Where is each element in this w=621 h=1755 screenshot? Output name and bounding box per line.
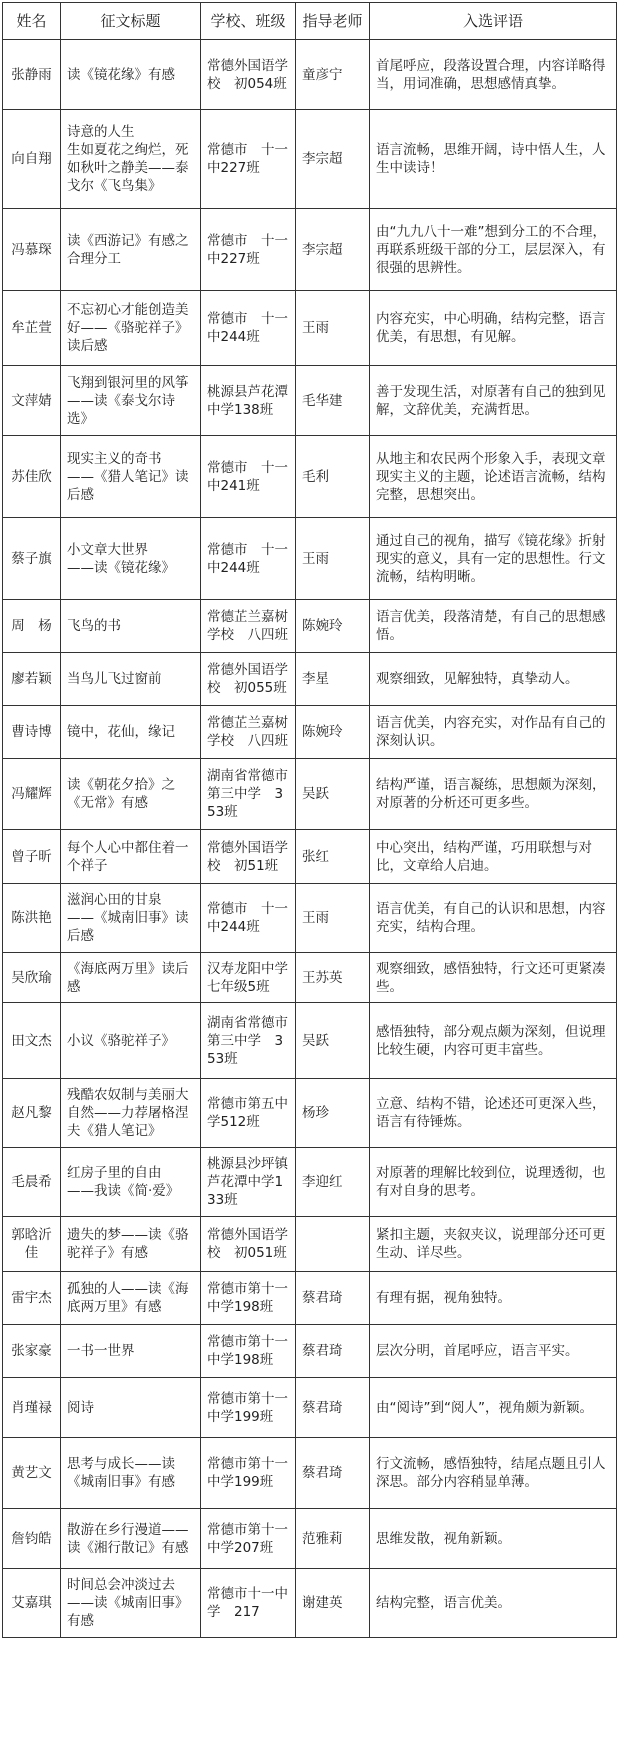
teacher-name: 陈婉玲 (296, 706, 370, 759)
table-row (3, 1378, 617, 1438)
student-name: 周 杨 (3, 600, 61, 653)
teacher-name: 蔡君琦 (296, 1438, 370, 1509)
table-row (3, 1003, 617, 1079)
essay-title: 遗失的梦——读《骆驼祥子》有感 (61, 1217, 201, 1272)
table-row (3, 110, 617, 209)
school-class: 桃源县芦花潭中学138班 (201, 366, 296, 436)
selection-comment: 行文流畅，感悟独特，结尾点题且引人深思。部分内容稍显单薄。 (370, 1438, 617, 1509)
selection-comment: 思维发散，视角新颖。 (370, 1509, 617, 1569)
selection-comment: 观察细致，感悟独特，行文还可更紧凑些。 (370, 953, 617, 1003)
table-row (3, 1325, 617, 1378)
student-name: 田文杰 (3, 1003, 61, 1079)
teacher-name: 李宗超 (296, 110, 370, 209)
essay-title: 滋润心田的甘泉 ——《城南旧事》读后感 (61, 884, 201, 953)
table-row (3, 830, 617, 884)
student-name: 曹诗博 (3, 706, 61, 759)
table-row (3, 40, 617, 110)
essay-title: 飞翔到银河里的风筝——读《泰戈尔诗选》 (61, 366, 201, 436)
selection-comment: 结构严谨，语言凝练，思想颇为深刻，对原著的分析还可更多些。 (370, 759, 617, 830)
teacher-name: 毛华建 (296, 366, 370, 436)
table-row (3, 653, 617, 706)
selection-comment: 观察细致，见解独特，真挚动人。 (370, 653, 617, 706)
school-class: 汉寿龙阳中学七年级5班 (201, 953, 296, 1003)
teacher-name: 吴跃 (296, 1003, 370, 1079)
essay-title: 当鸟儿飞过窗前 (61, 653, 201, 706)
table-row (3, 436, 617, 518)
teacher-name: 吴跃 (296, 759, 370, 830)
selection-comment: 通过自己的视角，描写《镜花缘》折射现实的意义，具有一定的思想性。行文流畅，结构明晰。 (370, 518, 617, 600)
school-class: 常德外国语学校 初51班 (201, 830, 296, 884)
essay-title: 飞鸟的书 (61, 600, 201, 653)
student-name: 冯耀辉 (3, 759, 61, 830)
table-row (3, 600, 617, 653)
table-row (3, 953, 617, 1003)
student-name: 黄艺文 (3, 1438, 61, 1509)
student-name: 牟芷萱 (3, 291, 61, 366)
header-school: 学校、班级 (201, 3, 296, 40)
student-name: 吴欣瑜 (3, 953, 61, 1003)
school-class: 常德市第五中学512班 (201, 1079, 296, 1148)
table-row (3, 1217, 617, 1272)
selection-comment: 立意、结构不错，论述还可更深入些，语言有待锤炼。 (370, 1079, 617, 1148)
student-name: 张家豪 (3, 1325, 61, 1378)
student-name: 毛晨希 (3, 1148, 61, 1217)
selection-comment: 语言优美，有自己的认识和思想，内容充实，结构合理。 (370, 884, 617, 953)
essay-title: 散游在乡行漫道——读《湘行散记》有感 (61, 1509, 201, 1569)
school-class: 常德市第十一中学199班 (201, 1378, 296, 1438)
essay-title: 《海底两万里》读后感 (61, 953, 201, 1003)
teacher-name: 蔡君琦 (296, 1272, 370, 1325)
table-row (3, 1438, 617, 1509)
table-row (3, 759, 617, 830)
essay-title: 思考与成长——读《城南旧事》有感 (61, 1438, 201, 1509)
table-row (3, 518, 617, 600)
essay-title: 读《镜花缘》有感 (61, 40, 201, 110)
student-name: 蔡子旗 (3, 518, 61, 600)
teacher-name: 王苏英 (296, 953, 370, 1003)
teacher-name: 王雨 (296, 884, 370, 953)
school-class: 常德市 十一中244班 (201, 884, 296, 953)
student-name: 郭晗沂佳 (3, 1217, 61, 1272)
selection-comment: 语言优美，段落清楚，有自己的思想感悟。 (370, 600, 617, 653)
selection-comment: 感悟独特，部分观点颇为深刻，但说理比较生硬，内容可更丰富些。 (370, 1003, 617, 1079)
table-row (3, 291, 617, 366)
teacher-name: 王雨 (296, 518, 370, 600)
essay-title: 孤独的人——读《海底两万里》有感 (61, 1272, 201, 1325)
teacher-name: 李宗超 (296, 209, 370, 291)
school-class: 湖南省常德市第三中学 353班 (201, 1003, 296, 1079)
student-name: 雷宇杰 (3, 1272, 61, 1325)
selection-comment: 结构完整，语言优美。 (370, 1569, 617, 1638)
school-class: 常德市第十一中学198班 (201, 1272, 296, 1325)
essay-title: 读《朝花夕拾》之《无常》有感 (61, 759, 201, 830)
selection-comment: 有理有据，视角独特。 (370, 1272, 617, 1325)
selection-comment: 紧扣主题，夹叙夹议，说理部分还可更生动、详尽些。 (370, 1217, 617, 1272)
essay-title: 镜中，花仙，缘记 (61, 706, 201, 759)
teacher-name: 谢建英 (296, 1569, 370, 1638)
table-row (3, 209, 617, 291)
essay-title: 阅诗 (61, 1378, 201, 1438)
essay-title: 小文章大世界 ——读《镜花缘》 (61, 518, 201, 600)
teacher-name: 陈婉玲 (296, 600, 370, 653)
table-row (3, 366, 617, 436)
student-name: 文萍婧 (3, 366, 61, 436)
school-class: 常德市 十一中227班 (201, 209, 296, 291)
student-name: 苏佳欣 (3, 436, 61, 518)
table-row (3, 884, 617, 953)
student-name: 冯慕琛 (3, 209, 61, 291)
selection-comment: 内容充实，中心明确，结构完整，语言优美，有思想，有见解。 (370, 291, 617, 366)
table-row (3, 1509, 617, 1569)
teacher-name: 杨珍 (296, 1079, 370, 1148)
essay-title: 残酷农奴制与美丽大自然——力荐屠格涅夫《猎人笔记》 (61, 1079, 201, 1148)
table-row (3, 1079, 617, 1148)
selection-comment: 由“阅诗”到“阅人”，视角颇为新颖。 (370, 1378, 617, 1438)
teacher-name: 李星 (296, 653, 370, 706)
school-class: 常德市 十一中227班 (201, 110, 296, 209)
header-row (3, 3, 617, 40)
teacher-name: 张红 (296, 830, 370, 884)
essay-title: 小议《骆驼祥子》 (61, 1003, 201, 1079)
table-row (3, 1272, 617, 1325)
selection-comment: 语言优美，内容充实，对作品有自己的深刻认识。 (370, 706, 617, 759)
student-name: 詹钧皓 (3, 1509, 61, 1569)
selection-comment: 中心突出，结构严谨，巧用联想与对比，文章给人启迪。 (370, 830, 617, 884)
selection-comment: 由“九九八十一难”想到分工的不合理，再联系班级干部的分工，层层深入，有很强的思辨性。 (370, 209, 617, 291)
selection-comment: 首尾呼应，段落设置合理，内容详略得当，用词准确，思想感情真挚。 (370, 40, 617, 110)
student-name: 肖瑾禄 (3, 1378, 61, 1438)
student-name: 艾嘉琪 (3, 1569, 61, 1638)
selection-comment: 从地主和农民两个形象入手，表现文章现实主义的主题，论述语言流畅，结构完整，思想突出。 (370, 436, 617, 518)
school-class: 常德市第十一中学198班 (201, 1325, 296, 1378)
school-class: 常德外国语学校 初051班 (201, 1217, 296, 1272)
essay-title: 红房子里的自由 ——我读《简·爱》 (61, 1148, 201, 1217)
school-class: 常德芷兰嘉树学校 八四班 (201, 706, 296, 759)
school-class: 常德市 十一中241班 (201, 436, 296, 518)
student-name: 曾子昕 (3, 830, 61, 884)
school-class: 常德市第十一中学207班 (201, 1509, 296, 1569)
school-class: 常德市十一中学 217 (201, 1569, 296, 1638)
school-class: 常德外国语学校 初054班 (201, 40, 296, 110)
student-name: 赵凡黎 (3, 1079, 61, 1148)
student-name: 廖若颖 (3, 653, 61, 706)
essay-title: 现实主义的奇书 ——《猎人笔记》读后感 (61, 436, 201, 518)
table-row (3, 706, 617, 759)
school-class: 常德市 十一中244班 (201, 518, 296, 600)
teacher-name: 毛利 (296, 436, 370, 518)
student-name: 张静雨 (3, 40, 61, 110)
header-comment: 入选评语 (370, 3, 617, 40)
essay-title: 时间总会冲淡过去——读《城南旧事》有感 (61, 1569, 201, 1638)
award-table (2, 2, 617, 1638)
selection-comment: 善于发现生活，对原著有自己的独到见解，文辞优美，充满哲思。 (370, 366, 617, 436)
essay-title: 一书一世界 (61, 1325, 201, 1378)
award-list-sheet (2, 2, 616, 1638)
selection-comment: 层次分明，首尾呼应，语言平实。 (370, 1325, 617, 1378)
school-class: 常德市 十一中244班 (201, 291, 296, 366)
essay-title: 每个人心中都住着一个祥子 (61, 830, 201, 884)
header-name: 姓名 (3, 3, 61, 40)
header-title: 征文标题 (61, 3, 201, 40)
teacher-name: 范雅莉 (296, 1509, 370, 1569)
table-row (3, 1569, 617, 1638)
school-class: 湖南省常德市第三中学 353班 (201, 759, 296, 830)
teacher-name (296, 1217, 370, 1272)
essay-title: 不忘初心才能创造美好——《骆驼祥子》读后感 (61, 291, 201, 366)
teacher-name: 李迎红 (296, 1148, 370, 1217)
selection-comment: 对原著的理解比较到位，说理透彻，也有对自身的思考。 (370, 1148, 617, 1217)
teacher-name: 蔡君琦 (296, 1325, 370, 1378)
school-class: 常德市第十一中学199班 (201, 1438, 296, 1509)
essay-title: 诗意的人生 生如夏花之绚烂，死如秋叶之静美——泰戈尔《飞鸟集》 (61, 110, 201, 209)
essay-title: 读《西游记》有感之合理分工 (61, 209, 201, 291)
school-class: 常德芷兰嘉树学校 八四班 (201, 600, 296, 653)
student-name: 陈洪艳 (3, 884, 61, 953)
teacher-name: 童彦宁 (296, 40, 370, 110)
school-class: 桃源县沙坪镇芦花潭中学133班 (201, 1148, 296, 1217)
teacher-name: 王雨 (296, 291, 370, 366)
teacher-name: 蔡君琦 (296, 1378, 370, 1438)
table-row (3, 1148, 617, 1217)
student-name: 向自翔 (3, 110, 61, 209)
header-teacher: 指导老师 (296, 3, 370, 40)
selection-comment: 语言流畅，思维开阔，诗中悟人生，人生中读诗！ (370, 110, 617, 209)
school-class: 常德外国语学校 初055班 (201, 653, 296, 706)
